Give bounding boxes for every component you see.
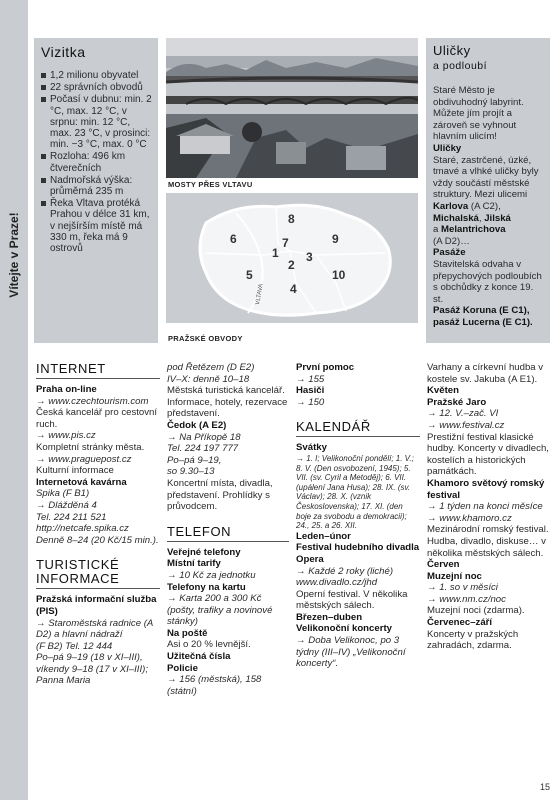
heading: Khamoro světový romský festival [427, 477, 545, 501]
side-tab [0, 0, 28, 800]
hours: Po–pá 9–19, [167, 454, 222, 466]
desc: Koncertní místa, divadla, představení. Prohlídky s průvodcem. [167, 477, 273, 513]
text: Prestižní festival klasické hudby. Koncerty v divadlech, kostelích a historických památkách. [427, 431, 549, 478]
desc: Česká kancelář pro cestovní ruch. [36, 407, 158, 430]
text: Muzejní noci (zdarma). [427, 605, 525, 617]
heading: Pražské Jaro [427, 396, 487, 408]
pasaze-heading: Pasáže [433, 247, 466, 259]
text: Varhany a církevní hudba v kostele sv. Jakuba (A E1). [427, 362, 544, 385]
heading: Leden–únor [296, 530, 351, 542]
heading: Březen–duben [296, 611, 363, 623]
hours: so 9.30–13 [167, 466, 215, 478]
street-ref: (A D2)… [433, 235, 470, 247]
column-4 [427, 362, 550, 652]
pasaz-lucerna: pasáž Lucerna (E C1). [433, 316, 533, 328]
text: Mezinárodní romský festival. Hudba, divadlo, diskuse… v několika městských sálech. [427, 524, 549, 559]
turist-title-2: INFORMACE [36, 571, 120, 587]
text: → 1. so v měsíci [427, 582, 550, 594]
desc: Kompletní stránky města. [36, 441, 145, 453]
praha-online: Praha on-line [36, 384, 97, 395]
heading: Policie [167, 662, 198, 674]
ulicky-title-2: a podloubí [433, 60, 488, 72]
heading: Užitečná čísla [167, 651, 231, 663]
districts-map [166, 193, 418, 323]
street-michalska: Michalská [433, 212, 479, 224]
vizitka-list [41, 70, 152, 254]
link[interactable]: → www.nm.cz/noc [427, 594, 550, 606]
link[interactable]: → www.praguepost.cz [36, 454, 160, 466]
desc: Kulturní informace [36, 465, 114, 477]
turist-title [36, 558, 160, 589]
vizitka-title: Vizitka [41, 44, 86, 60]
heading: Červen [427, 559, 460, 571]
district-label: 6 [230, 232, 237, 246]
text: IV–X: denně 10–18 [167, 373, 250, 385]
conjunction: a [433, 224, 439, 236]
heading: Červenec–září [427, 617, 493, 629]
heading: Na poště [167, 627, 208, 639]
river-label: VLTAVA [255, 283, 265, 306]
pis-address: → Staroměstská radnice (A D2) a hlavní nádraží [36, 618, 160, 641]
text: → Doba Velikonoc, po 3 týdny (III–IV) „Velikonoční koncerty“. [296, 635, 420, 670]
spika: Spika (F B1) [36, 488, 90, 500]
pasaz-koruna: Pasáž Koruna (E C1), [433, 305, 530, 317]
column-2 [167, 362, 289, 697]
heading: První pomoc [296, 362, 355, 373]
district-label: 8 [288, 212, 295, 226]
cedok-heading: Čedok (A E2) [167, 419, 227, 431]
heading: Hasiči [296, 385, 325, 397]
link[interactable]: http://netcafe.spika.cz [36, 523, 129, 535]
district-label: 7 [282, 236, 289, 250]
link[interactable]: → www.czechtourism.com [36, 396, 160, 408]
list-item: Nadmořská výška: průměrná 235 m [41, 175, 152, 197]
district-label: 9 [332, 232, 339, 246]
pis-hours: Po–pá 9–19 (18 v XI–III), víkendy 9–18 (17 v XI–III); Panna Maria [36, 652, 148, 687]
heading: Velikonoční koncerty [296, 623, 392, 635]
heading: Telefony na kartu [167, 581, 246, 593]
pis-heading: Pražská informační služba (PIS) [36, 594, 157, 617]
ulicky-title-1: Uličky [433, 43, 471, 58]
heading: Festival hudebního divadla Opera [296, 542, 420, 565]
address: → Na Příkopě 18 [167, 432, 289, 444]
ulicky-title [433, 44, 543, 73]
page-number: 15 [540, 782, 551, 792]
text: → 1 týden na konci měsíce [427, 501, 550, 513]
ulicky-intro: Staré Město je obdivuhodný labyrint. Můžete jím projít a zároveň se vyhnout hlavním ulicím! [433, 85, 524, 143]
district-label: 4 [290, 282, 297, 296]
list-item: 1,2 milionu obyvatel [41, 70, 152, 81]
heading: Svátky [296, 442, 327, 454]
street-melantrichova: Melantrichova [441, 224, 506, 236]
district-label: 2 [288, 258, 295, 272]
vizitka-box [34, 38, 158, 343]
holidays-text: → 1. I; Velikonoční pondělí; 1. V.; 8. V. (Den osvobození, 1945); 5. VII. (sv. Cyril a Metoděj); 6. VII. (upálení Jana Husa); 28. IX. (sv. Václav); 28. X. (vznik Československa); 17. XI. (den boje za svobodu a demokracii); 24., 25. a 26. XII. [296, 454, 420, 531]
ulicky-heading: Uličky [433, 142, 462, 154]
phone: Tel. 224 211 521 [36, 511, 107, 523]
link[interactable]: → www.festival.cz [427, 420, 550, 432]
heading: Květen [427, 385, 459, 397]
heading: Veřejné telefony [167, 546, 241, 558]
bridges-photo [166, 38, 418, 178]
telefon-title: TELEFON [167, 525, 289, 542]
text: Operní festival. V několika městských sálech. [296, 588, 408, 612]
photo-caption: MOSTY PŘES VLTAVU [168, 180, 253, 189]
link[interactable]: www.divadlo.cz/jhd [296, 577, 378, 589]
pasaze-text: Stavitelská odvaha v přepychových podloubích s obchůdky z konce 19. st. [433, 258, 542, 305]
list-item: Počasí v dubnu: min. 2 °C, max. 12 °C, v srpnu: min. 12 °C, max. 23 °C, v prosinci: min. −3 °C, max. 0 °C [41, 94, 152, 150]
text: pod Řetězem (D E2) [167, 362, 255, 373]
heading: Místní tarify [167, 558, 221, 570]
street-karlova: Karlova [433, 200, 469, 212]
text: → 155 [296, 374, 420, 386]
street-jilska: Jilská [484, 212, 511, 224]
phone: Tel. 224 197 777 [167, 443, 239, 455]
text: → 156 (městská), 158 (státní) [167, 674, 289, 697]
hours: Denně 8–24 (20 Kč/15 min.). [36, 534, 159, 546]
text: → Každé 2 roky (liché) [296, 566, 420, 578]
district-label: 1 [272, 246, 279, 260]
internet-title: INTERNET [36, 362, 160, 379]
link[interactable]: → www.pis.cz [36, 430, 160, 442]
list-item: Rozloha: 496 km čtverečních [41, 151, 152, 173]
list-item: Řeka Vltava protéká Prahou v délce 31 km, v nejšírším místě má 330 m, řeka má 9 ostrovů [41, 198, 152, 254]
side-tab-label: Vítejte v Praze! [7, 212, 21, 298]
text: → 150 [296, 397, 420, 409]
district-label: 5 [246, 268, 253, 282]
pis-phone: (F B2) Tel. 12 444 [36, 640, 113, 652]
text: Asi o 20 % levnější. [167, 639, 251, 651]
column-1 [36, 362, 160, 687]
kavarna-heading: Internetová kavárna [36, 476, 127, 488]
column-3 [296, 362, 420, 670]
list-item: 22 správních obvodů [41, 82, 152, 93]
text: → Karta 200 a 300 Kč (pošty, trafiky a novinové stánky) [167, 593, 289, 628]
text: → 10 Kč za jednotku [167, 570, 289, 582]
kalendar-title: KALENDÁŘ [296, 420, 420, 437]
map-caption: PRAŽSKÉ OBVODY [168, 334, 243, 343]
ulicky-box: Uličky a podloubí Staré Město je obdivuhodný labyrint. Můžete jím projít a zároveň se vyhnout hlavním ulicím! Uličky Staré, zastrčené, úzké, tmavé a vlhké uličky byly vždy součástí městské struktury. Mezi ulicemi Karlova (A C2), Michalská, Jilská a Melantrichova (A D2)… Pasáže Stavitelská odvaha v přepychových podloubích s obchůdky z konce 19. st. Pasáž Koruna (E C1), pasáž Lucerna (E C1). [426, 38, 550, 343]
district-label: 10 [332, 268, 346, 282]
turist-title-1: TURISTICKÉ [36, 557, 120, 573]
text: Městská turistická kancelář. Informace, hotely, rezervace představení. [167, 385, 288, 420]
text: → 12. V.–zač. VI [427, 408, 550, 420]
link[interactable]: → www.khamoro.cz [427, 513, 550, 525]
ulicky-text: Staré, zastrčené, úzké, tmavé a vlhké uličky byly vždy součástí městské struktury. Mezi ulicemi [433, 154, 539, 201]
heading: Muzejní noc [427, 570, 482, 582]
district-label: 3 [306, 250, 313, 264]
street-ref: (A C2), [470, 200, 501, 212]
address: → Dlážděná 4 [36, 500, 160, 512]
text: Koncerty v pražských zahradách, zdarma. [427, 628, 519, 652]
